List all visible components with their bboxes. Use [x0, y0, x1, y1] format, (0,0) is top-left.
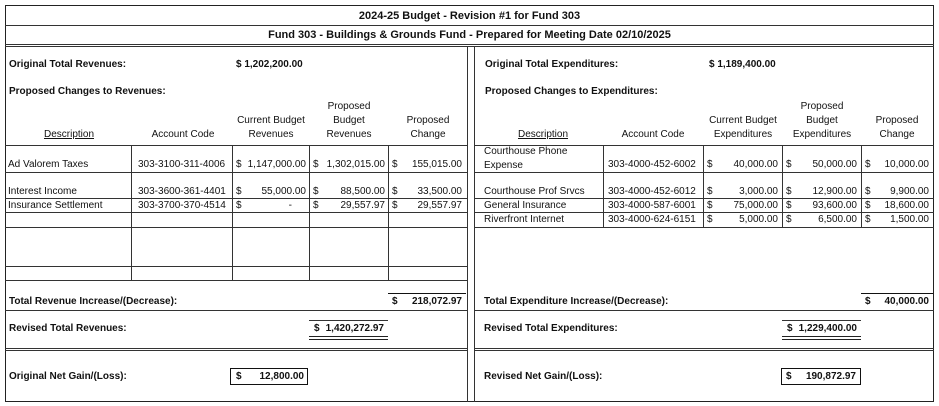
currency-sign: $ — [786, 159, 792, 170]
exp-row-account-code: 303-4000-452-6012 — [608, 186, 696, 197]
currency-sign: $ — [707, 200, 713, 211]
rev-col-account-code: Account Code — [151, 129, 215, 140]
rev-row-proposed: 1,302,015.00 — [326, 159, 385, 170]
exp-row-current: 40,000.00 — [733, 159, 778, 170]
exp-row-current: 5,000.00 — [739, 214, 778, 225]
exp-row-proposed: 93,600.00 — [812, 200, 857, 211]
exp-row-account-code: 303-4000-452-6002 — [608, 159, 696, 170]
rev-row-proposed: 88,500.00 — [340, 186, 385, 197]
exp-row-change: 1,500.00 — [890, 214, 929, 225]
currency-sign: $ — [865, 214, 871, 225]
total-expenditure-change-label: Total Expenditure Increase/(Decrease): — [484, 296, 669, 307]
exp-col-current: Current Budget Expenditures — [709, 115, 777, 140]
rev-row-account-code: 303-3600-361-4401 — [138, 186, 226, 197]
rev-col-proposed: Proposed Budget Revenues — [326, 101, 372, 140]
rev-col-description: Description — [43, 129, 95, 140]
currency-sign: $ — [786, 371, 792, 382]
revised-total-expenditures-value: 1,229,400.00 — [798, 323, 857, 334]
revised-net-gain-value: 190,872.97 — [805, 371, 856, 382]
rev-row-change: 33,500.00 — [417, 186, 462, 197]
rev-col-current: Current Budget Revenues — [237, 115, 305, 140]
total-expenditure-change-value: 40,000.00 — [884, 296, 929, 307]
currency-sign: $ — [314, 323, 320, 334]
proposed-changes-revenues-label: Proposed Changes to Revenues: — [9, 86, 166, 97]
currency-sign: $ — [707, 186, 713, 197]
currency-sign: $ — [236, 371, 242, 382]
exp-row-account-code: 303-4000-624-6151 — [608, 214, 696, 225]
currency-sign: $ — [786, 186, 792, 197]
exp-row-change: 10,000.00 — [884, 159, 929, 170]
exp-row-proposed: 12,900.00 — [812, 186, 857, 197]
revised-net-gain-label: Revised Net Gain/(Loss): — [484, 371, 603, 382]
original-net-gain-label: Original Net Gain/(Loss): — [9, 371, 127, 382]
original-net-gain-value: 12,800.00 — [259, 371, 304, 382]
currency-sign: $ — [786, 214, 792, 225]
exp-row-current: 75,000.00 — [733, 200, 778, 211]
exp-row-description: Courthouse Prof Srvcs — [484, 186, 585, 197]
currency-sign: $ — [865, 159, 871, 170]
original-total-expenditures-label: Original Total Expenditures: — [485, 59, 619, 70]
exp-row-change: 18,600.00 — [884, 200, 929, 211]
exp-row-current: 3,000.00 — [739, 186, 778, 197]
revised-total-expenditures-label: Revised Total Expenditures: — [484, 323, 618, 334]
currency-sign: $ — [392, 159, 398, 170]
rev-row-description: Insurance Settlement — [8, 200, 103, 211]
exp-row-proposed: 6,500.00 — [818, 214, 857, 225]
currency-sign: $ — [313, 200, 319, 211]
currency-sign: $ — [707, 214, 713, 225]
rev-row-account-code: 303-3100-311-4006 — [138, 159, 226, 170]
original-total-revenues-label: Original Total Revenues: — [9, 59, 127, 70]
currency-sign: $ — [236, 200, 242, 211]
exp-col-description: Description — [517, 129, 569, 140]
exp-row-description: General Insurance — [484, 200, 567, 211]
exp-col-change: Proposed Change — [875, 115, 919, 140]
currency-sign: $ — [787, 323, 793, 334]
original-total-revenues-value: $ 1,202,200.00 — [236, 59, 303, 70]
rev-row-current: 1,147,000.00 — [247, 159, 306, 170]
revised-total-revenues-label: Revised Total Revenues: — [9, 323, 127, 334]
exp-col-account-code: Account Code — [621, 129, 685, 140]
exp-col-proposed: Proposed Budget Expenditures — [792, 101, 852, 140]
exp-row-description-line2: Expense — [484, 160, 523, 171]
currency-sign: $ — [236, 159, 242, 170]
rev-col-change: Proposed Change — [406, 115, 450, 140]
rev-row-description: Interest Income — [8, 186, 77, 197]
currency-sign: $ — [865, 296, 871, 307]
total-revenue-change-label: Total Revenue Increase/(Decrease): — [9, 296, 178, 307]
rev-row-current: 55,000.00 — [261, 186, 306, 197]
currency-sign: $ — [392, 186, 398, 197]
exp-row-change: 9,900.00 — [890, 186, 929, 197]
currency-sign: $ — [392, 296, 398, 307]
rev-row-change: 155,015.00 — [411, 159, 462, 170]
original-total-expenditures-value: $ 1,189,400.00 — [709, 59, 776, 70]
rev-row-current: - — [288, 200, 292, 211]
currency-sign: $ — [313, 159, 319, 170]
currency-sign: $ — [236, 186, 242, 197]
currency-sign: $ — [392, 200, 398, 211]
exp-row-description: Courthouse Phone — [484, 146, 568, 157]
rev-row-description: Ad Valorem Taxes — [8, 159, 89, 170]
rev-row-change: 29,557.97 — [417, 200, 462, 211]
currency-sign: $ — [786, 200, 792, 211]
currency-sign: $ — [865, 200, 871, 211]
proposed-changes-expenditures-label: Proposed Changes to Expenditures: — [485, 86, 658, 97]
rev-row-account-code: 303-3700-370-4514 — [138, 200, 226, 211]
currency-sign: $ — [707, 159, 713, 170]
rev-row-proposed: 29,557.97 — [340, 200, 385, 211]
sheet-subtitle: Fund 303 - Buildings & Grounds Fund - Prepared for Meeting Date 02/10/2025 — [268, 29, 671, 41]
exp-row-description: Riverfront Internet — [484, 214, 565, 225]
sheet-title: 2024-25 Budget - Revision #1 for Fund 303 — [358, 10, 581, 22]
revised-total-revenues-value: 1,420,272.97 — [325, 323, 384, 334]
currency-sign: $ — [865, 186, 871, 197]
exp-row-proposed: 50,000.00 — [812, 159, 857, 170]
exp-row-account-code: 303-4000-587-6001 — [608, 200, 696, 211]
total-revenue-change-value: 218,072.97 — [411, 296, 462, 307]
currency-sign: $ — [313, 186, 319, 197]
